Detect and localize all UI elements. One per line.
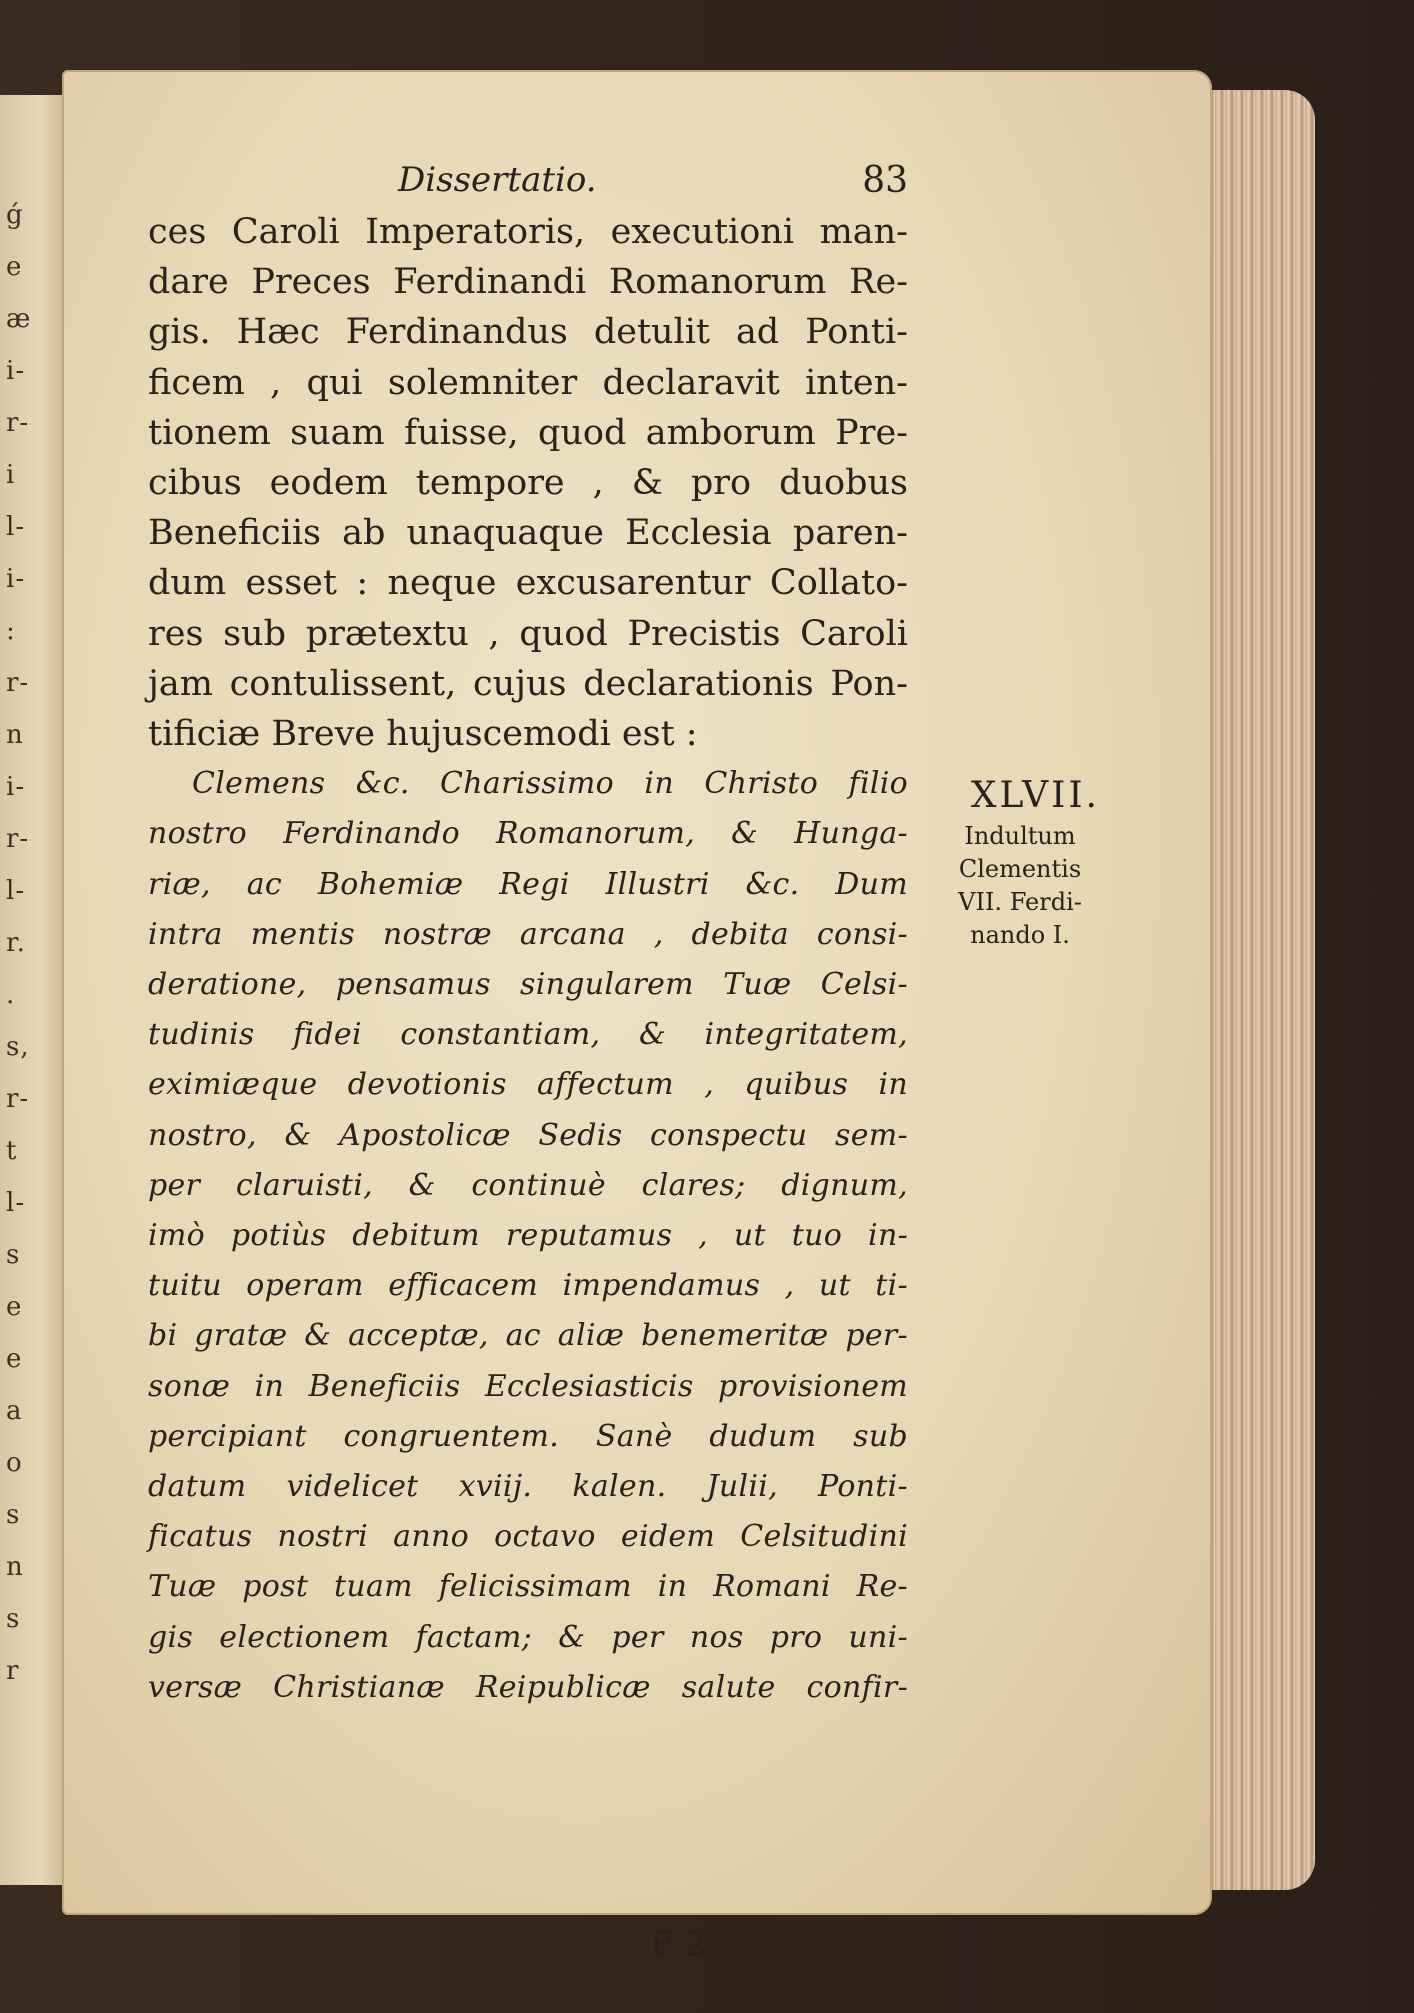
left-page-fragment: o — [6, 1448, 23, 1478]
signature-mark: F 2 — [650, 1925, 707, 1965]
running-header — [148, 160, 908, 201]
left-page-fragment: e — [6, 1344, 23, 1374]
brief-line: per claruisti, & continuè clares; dignum, — [148, 1167, 908, 1203]
page-text — [148, 160, 908, 1713]
brief-line: tudinis fidei constantiam, & integritatem, — [148, 1017, 908, 1053]
running-title: Dissertatio. — [398, 160, 597, 200]
left-page-fragment: l- — [6, 512, 26, 542]
left-page-fragment: s, — [6, 1032, 30, 1062]
brief-line: gis electionem factam; & per nos pro uni- — [148, 1619, 908, 1655]
left-page-fragment: r- — [6, 1084, 30, 1114]
margin-note-line: VII. Ferdi- — [958, 888, 1082, 916]
brief-line: nostro Ferdinando Romanorum, & Hunga- — [148, 816, 908, 852]
margin-note-line: Indultum — [964, 822, 1076, 850]
left-page-fragment: . — [6, 980, 16, 1010]
left-page-fragment: l- — [6, 1188, 26, 1218]
left-page-fragment: r- — [6, 824, 30, 854]
body-line: ficem , qui solemniter declaravit inten- — [148, 362, 908, 403]
brief-line: percipiant congruentem. Sanè dudum sub — [148, 1418, 908, 1454]
margin-note-line: nando I. — [970, 921, 1070, 949]
brief-line: nostro, & Apostolicæ Sedis conspectu sem- — [148, 1117, 908, 1153]
body-line: tionem suam fuisse, quod amborum Pre- — [148, 412, 908, 453]
left-page-fragment: i- — [6, 772, 26, 802]
margin-numeral: XLVII. — [970, 775, 1100, 816]
brief-line: deratione, pensamus singularem Tuæ Celsi- — [148, 967, 908, 1003]
left-page-fragment: : — [6, 616, 16, 646]
body-line: dum esset : neque excusarentur Collato- — [148, 563, 908, 604]
left-page-fragment: l- — [6, 876, 26, 906]
left-page-fragment: r — [6, 1656, 20, 1686]
left-page-fragment: e — [6, 1292, 23, 1322]
body-line: Beneficiis ab unaquaque Ecclesia paren- — [148, 513, 908, 554]
left-page-fragment: a — [6, 1396, 23, 1426]
body-line: cibus eodem tempore , & pro duobus — [148, 463, 908, 504]
body-line: gis. Hæc Ferdinandus detulit ad Ponti- — [148, 312, 908, 353]
brief-line: versæ Christianæ Reipublicæ salute confir- — [148, 1669, 908, 1705]
left-page-fragment: s — [6, 1240, 21, 1270]
left-page-fragment: s — [6, 1604, 21, 1634]
left-page-fragment: i- — [6, 564, 26, 594]
left-page-fragment: s — [6, 1500, 21, 1530]
body-line: ces Caroli Imperatoris, executioni man- — [148, 212, 908, 252]
left-page-fragment: e — [6, 252, 23, 282]
left-page-fragment: t — [6, 1136, 18, 1166]
left-page-fragment: i — [6, 460, 16, 490]
margin-note-line: Clementis — [958, 855, 1082, 883]
page-number: 83 — [862, 160, 908, 201]
brief-line: Clemens &c. Charissimo in Christo filio — [192, 766, 908, 802]
left-page-fragment: ǵ — [6, 200, 24, 230]
left-page-fragment: æ — [6, 304, 32, 334]
brief-line: ficatus nostri anno octavo eidem Celsitudini — [148, 1519, 908, 1555]
left-page-fragment: n — [6, 720, 24, 750]
left-page-fragment: r- — [6, 668, 30, 698]
page-edges — [1195, 90, 1315, 1890]
brief-line: tuitu operam efficacem impendamus , ut ti- — [148, 1268, 908, 1304]
body-line: res sub prætextu , quod Precistis Caroli — [148, 613, 908, 654]
body-line: dare Preces Ferdinandi Romanorum Re- — [148, 262, 908, 303]
left-page-fragment: r. — [6, 928, 26, 958]
brief-line: Tuæ post tuam felicissimam in Romani Re- — [148, 1569, 908, 1605]
left-page-fragment: r- — [6, 408, 30, 438]
body-line: tificiæ Breve hujuscemodi est : — [148, 714, 698, 755]
brief-line: intra mentis nostræ arcana , debita consi- — [148, 916, 908, 952]
left-facing-page — [0, 95, 71, 1885]
left-page-fragment: n — [6, 1552, 24, 1582]
body-line: jam contulissent, cujus declarationis Pon- — [148, 663, 908, 704]
left-page-fragment: i- — [6, 356, 26, 386]
brief-line: datum videlicet xviij. kalen. Julii, Ponti- — [148, 1469, 908, 1505]
brief-line: eximiæque devotionis affectum , quibus in — [148, 1067, 908, 1103]
brief-line: sonæ in Beneficiis Ecclesiasticis provisionem — [148, 1368, 908, 1404]
papal-brief-paragraph — [148, 759, 908, 1713]
brief-line: imò potiùs debitum reputamus , ut tuo in- — [148, 1218, 908, 1254]
brief-line: bi gratæ & acceptæ, ac aliæ benemeritæ per- — [148, 1318, 908, 1354]
body-paragraph — [148, 207, 908, 759]
margin-note — [900, 775, 1100, 952]
brief-line: riæ, ac Bohemiæ Regi Illustri &c. Dum — [148, 866, 908, 902]
